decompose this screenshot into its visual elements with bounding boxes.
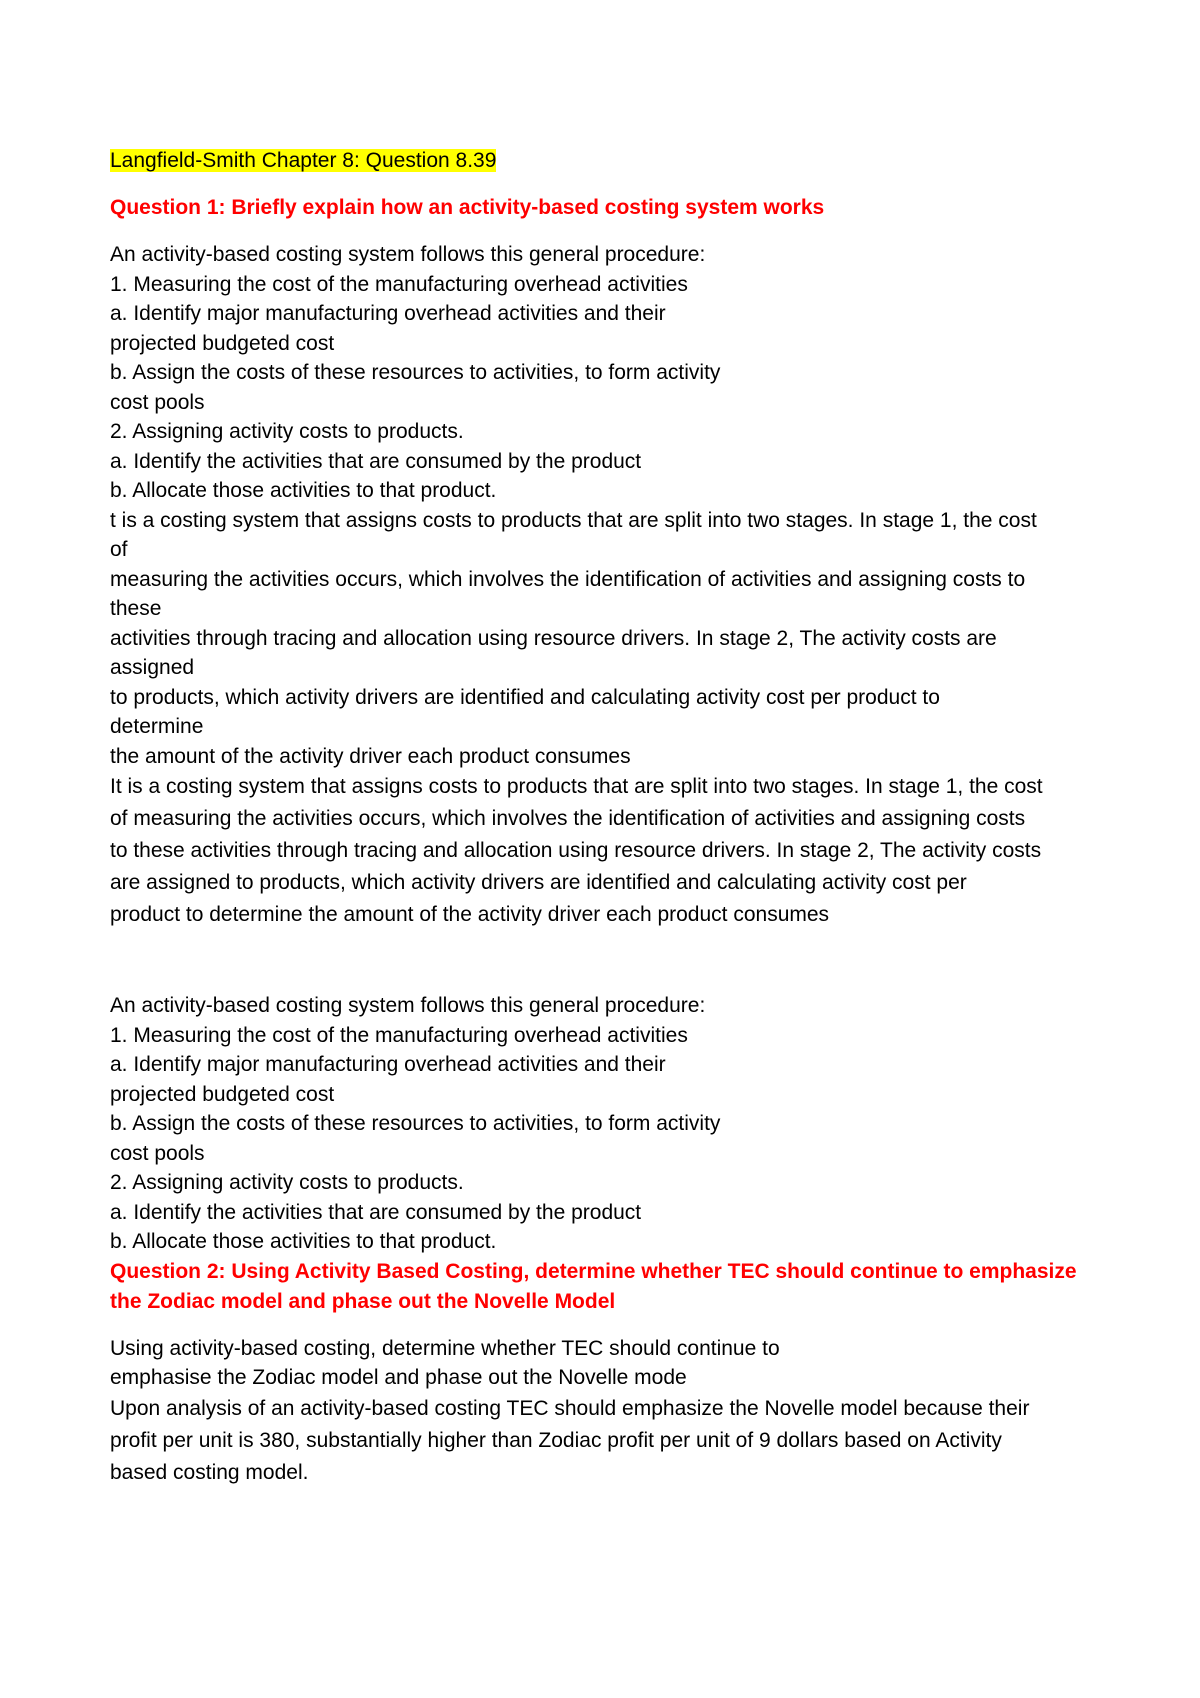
text-line: are assigned to products, which activity drivers are identified and calculating activity cost per: [110, 871, 967, 894]
question-1-summary-paragraph: [110, 771, 1110, 931]
text-line: profit per unit is 380, substantially higher than Zodiac profit per unit of 9 dollars based on Activity: [110, 1428, 1002, 1452]
text-line: projected budgeted cost: [110, 331, 335, 355]
question-2-answer-paragraph: [110, 1393, 1110, 1489]
text-line: An activity-based costing system follows this general procedure:: [110, 243, 706, 266]
document-title-highlight: Langfield-Smith Chapter 8: Question 8.39: [110, 149, 497, 172]
question-2-heading-line-2: the Zodiac model and phase out the Novelle Model: [110, 1289, 616, 1313]
text-line: emphasise the Zodiac model and phase out the Novelle mode: [110, 1366, 687, 1389]
text-line: Upon analysis of an activity-based costing TEC should emphasize the Novelle model because their: [110, 1396, 1030, 1420]
text-line: of measuring the activities occurs, which involves the identification of activities and assigning costs: [110, 807, 1026, 830]
question-2-restated-block: [110, 1334, 1110, 1393]
text-line: a. Identify the activities that are consumed by the product: [110, 449, 642, 473]
text-line: the amount of the activity driver each product consumes: [110, 744, 631, 768]
text-line: to these activities through tracing and allocation using resource drivers. In stage 2, The activity costs: [110, 839, 1042, 862]
document-body: [110, 146, 1110, 1489]
question-2-heading-line-1: Question 2: Using Activity Based Costing, determine whether TEC should continue to emphasize: [110, 1259, 1077, 1283]
text-line: 1. Measuring the cost of the manufacturing overhead activities: [110, 1023, 688, 1047]
text-line: t is a costing system that assigns costs to products that are split into two stages. In stage 1, the cost: [110, 508, 1037, 532]
text-line: b. Allocate those activities to that product.: [110, 479, 497, 502]
text-line: 2. Assigning activity costs to products.: [110, 1171, 464, 1194]
text-line: activities through tracing and allocation using resource drivers. In stage 2, The activity costs are: [110, 626, 997, 650]
question-1-heading: Question 1: Briefly explain how an activity-based costing system works: [110, 196, 825, 219]
paragraph-spacer: [110, 931, 1110, 991]
text-line: measuring the activities occurs, which involves the identification of activities and assigning costs to: [110, 567, 1026, 591]
text-line: Using activity-based costing, determine whether TEC should continue to: [110, 1336, 780, 1360]
text-line: a. Identify major manufacturing overhead activities and their: [110, 302, 666, 325]
document-title: [110, 146, 1110, 176]
text-line: assigned: [110, 656, 195, 679]
text-line: a. Identify major manufacturing overhead activities and their: [110, 1053, 666, 1076]
text-line: of: [110, 538, 128, 561]
text-line: projected budgeted cost: [110, 1082, 335, 1106]
question-1-procedure-repeat-block: [110, 991, 1110, 1257]
text-line: b. Assign the costs of these resources to activities, to form activity: [110, 1112, 721, 1135]
text-line: to products, which activity drivers are identified and calculating activity cost per product to: [110, 685, 940, 709]
text-line: cost pools: [110, 1141, 205, 1165]
text-line: b. Allocate those activities to that product.: [110, 1230, 497, 1253]
text-line: 2. Assigning activity costs to products.: [110, 420, 464, 443]
text-line: It is a costing system that assigns costs to products that are split into two stages. In stage 1, the cost: [110, 775, 1043, 798]
text-line: based costing model.: [110, 1460, 309, 1484]
text-line: 1. Measuring the cost of the manufacturing overhead activities: [110, 272, 688, 296]
text-line: product to determine the amount of the activity driver each product consumes: [110, 903, 830, 926]
text-line: a. Identify the activities that are consumed by the product: [110, 1200, 642, 1224]
text-line: these: [110, 597, 162, 620]
text-line: cost pools: [110, 390, 205, 414]
text-line: An activity-based costing system follows this general procedure:: [110, 994, 706, 1017]
question-1-procedure-block: [110, 240, 1110, 771]
text-line: b. Assign the costs of these resources to activities, to form activity: [110, 361, 721, 384]
text-line: determine: [110, 715, 204, 738]
